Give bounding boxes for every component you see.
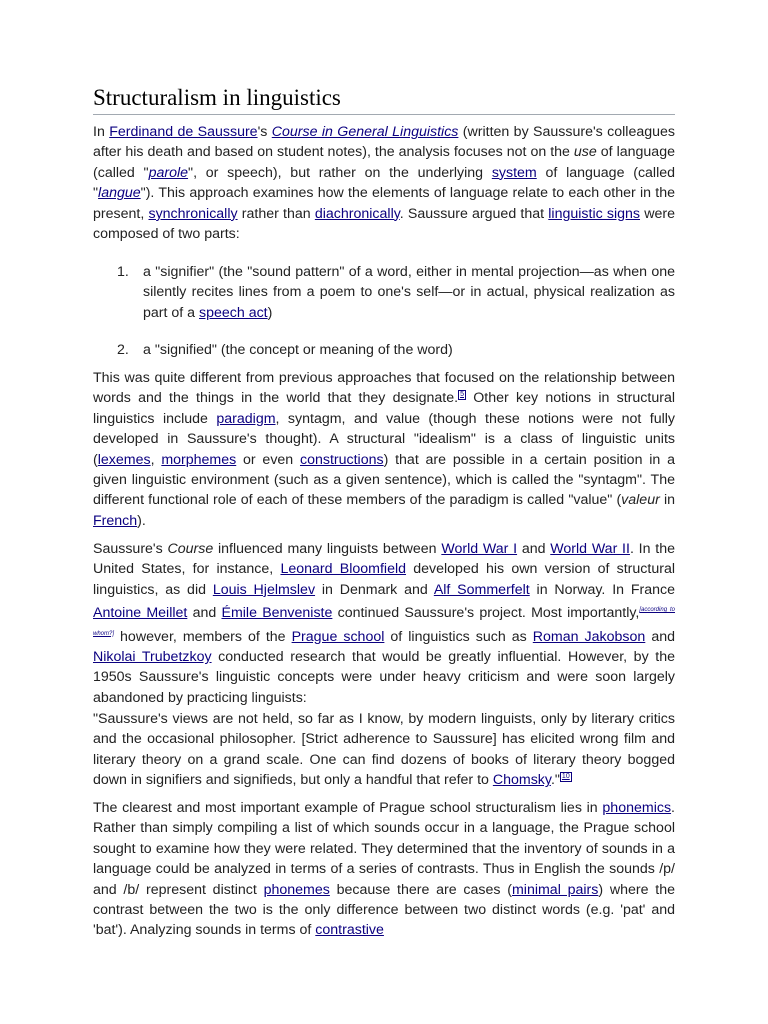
link-parole[interactable]: [149, 165, 188, 181]
link-world-war-ii[interactable]: World War II: [550, 541, 630, 557]
text: and: [645, 628, 675, 645]
list-number: 1.: [117, 264, 129, 280]
link-roman-jakobson[interactable]: Roman Jakobson: [532, 628, 646, 645]
text: 's: [257, 124, 272, 140]
citation-ref[interactable]: 5: [460, 391, 464, 399]
text: (written by Saussure's colleagues after his death and based on student notes), the analysis focuses not on the: [93, 124, 675, 161]
text: Other key notions in structural linguistics include: [93, 390, 675, 427]
text: developed his own version of structural linguistics, as did: [93, 561, 675, 598]
text: ,: [150, 451, 162, 468]
text: however, members of the: [114, 628, 292, 645]
text: This was quite different from previous approaches that focused on the relationship between words and the things in the world that they designate.: [93, 370, 675, 407]
link-synchronically[interactable]: synchronically: [148, 205, 238, 222]
link-ferdinand-de-saussure[interactable]: Ferdinand de Saussure: [109, 124, 258, 140]
link-minimal-pairs[interactable]: minimal pairs: [511, 881, 599, 898]
text: ) that are possible in a certain position in a given linguistic environment (such as a given sentence), which is called the "syntagm". The different functional role of each of these members of the paradigm is called "value" (: [93, 451, 675, 509]
text: ): [267, 304, 273, 321]
link-text: parole: [148, 164, 189, 181]
link-leonard-bloomfield[interactable]: Leonard Bloomfield: [280, 561, 407, 578]
link-contrastive[interactable]: contrastive: [315, 922, 384, 939]
text: continued Saussure's project. Most importantly,: [332, 605, 640, 622]
link-louis-hjelmslev[interactable]: Louis Hjelmslev: [212, 581, 316, 598]
text: "Saussure's views are not held, so far as I know, by modern linguists, only by literary critics and the occasional philosopher. [Strict adherence to Saussure] has elicited wrong film and literary theory on a grand scale. One can find dozens of books of literary theory bogged down in signifiers and signifieds, but only a handful that refer to: [93, 711, 675, 789]
text: were composed of two parts:: [93, 205, 675, 243]
text: The clearest and most important example of Prague school structuralism lies in: [93, 800, 603, 816]
link-phonemics[interactable]: phonemics: [602, 800, 672, 816]
text: a "signifier" (the "sound pattern" of a word, either in mental projection—as when one silently recites lines from a poem to one's self—or in actual, physical realization as part of a: [143, 264, 675, 321]
text: rather than: [237, 205, 315, 222]
paragraph-influence: [93, 539, 675, 708]
text: because there are cases (: [329, 881, 512, 898]
link-french[interactable]: French: [93, 512, 138, 529]
text: in Norway. In France: [529, 581, 675, 598]
link-linguistic-signs[interactable]: linguistic signs: [548, 205, 641, 222]
link-phonemes[interactable]: phonemes: [263, 881, 330, 898]
link-antoine-meillet[interactable]: Antoine Meillet: [93, 605, 188, 622]
text: in Denmark and: [315, 581, 434, 598]
text: In: [93, 124, 110, 140]
link-world-war-i[interactable]: World War I: [441, 541, 518, 557]
paragraph-approaches: [93, 368, 675, 531]
text: or even: [236, 451, 300, 468]
link-diachronically[interactable]: diachronically: [314, 205, 400, 222]
text: in: [659, 492, 675, 509]
link-morphemes[interactable]: morphemes: [161, 451, 237, 468]
link-text: langue: [98, 185, 141, 202]
link-system[interactable]: system: [491, 164, 537, 181]
text: "). This approach examines how the elements of language relate to each other in the present,: [93, 185, 675, 222]
text: of language (called ": [93, 144, 675, 181]
citation-ref[interactable]: 10: [561, 773, 570, 781]
text: ", or speech), but rather on the underlying: [188, 164, 492, 181]
text: . Rather than simply compiling a list of which sounds occur in a language, the Prague school sought to examine how they were related. They determined that the inventory of sounds in a language could be analyzed in terms of a series of contrasts. Thus in English the sounds /p/ and /b/ represent distinct: [93, 800, 675, 898]
link-langue[interactable]: [98, 185, 141, 201]
link-prague-school[interactable]: Prague school: [291, 628, 385, 645]
list-item-signifier: [117, 262, 675, 323]
text: and: [187, 605, 222, 622]
text: Saussure's: [93, 541, 168, 557]
text: of linguistics such as: [384, 628, 533, 645]
page-title: Structuralism in linguistics: [93, 84, 675, 115]
link-chomsky[interactable]: Chomsky: [492, 772, 551, 789]
link-text: Course in General Linguistics: [271, 124, 459, 140]
citation-needed-ref[interactable]: [according to whom?]: [93, 607, 675, 637]
quotation-paragraph: [93, 709, 675, 791]
text: . Saussure argued that: [399, 205, 549, 222]
link-speech-act[interactable]: speech act: [199, 304, 268, 321]
link-constructions[interactable]: constructions: [299, 451, 384, 468]
text: influenced many linguists between: [213, 541, 442, 557]
text: , syntagm, and value (though these notions were not fully developed in Saussure's thought). A structural "idealism" is a class of linguistic units (: [93, 410, 675, 468]
link-course-in-general-linguistics[interactable]: [272, 124, 459, 140]
paragraph-prague-school: [93, 798, 675, 941]
text: and: [517, 541, 551, 557]
link-nikolai-trubetzkoy[interactable]: Nikolai Trubetzkoy: [93, 649, 212, 666]
italic-text: valeur: [621, 492, 660, 509]
text: . In the United States, for instance,: [93, 541, 675, 578]
text: a "signified" (the concept or meaning of the word): [143, 342, 453, 358]
text: ).: [137, 512, 146, 529]
italic-text: use: [573, 144, 597, 161]
link-paradigm[interactable]: paradigm: [216, 410, 276, 427]
text: conducted research that would be greatly influential. However, by the 1950s Saussure's linguistic concepts were under heavy criticism and were soon largely abandoned by practicing linguists:: [93, 649, 675, 706]
list-item-signified: [117, 340, 675, 360]
text: of language (called ": [93, 164, 676, 202]
link-alf-sommerfelt[interactable]: Alf Sommerfelt: [433, 581, 530, 598]
text: .": [550, 772, 560, 789]
italic-text: Course: [167, 541, 214, 557]
link-emile-benveniste[interactable]: Émile Benveniste: [221, 605, 333, 622]
list-number: 2.: [117, 342, 129, 358]
text: ) where the contrast between the two is the only difference between two distinct words (e.g. 'pat' and 'bat'). Analyzing sounds in terms of: [93, 881, 675, 939]
intro-paragraph: [93, 122, 675, 244]
link-lexemes[interactable]: lexemes: [97, 451, 151, 468]
